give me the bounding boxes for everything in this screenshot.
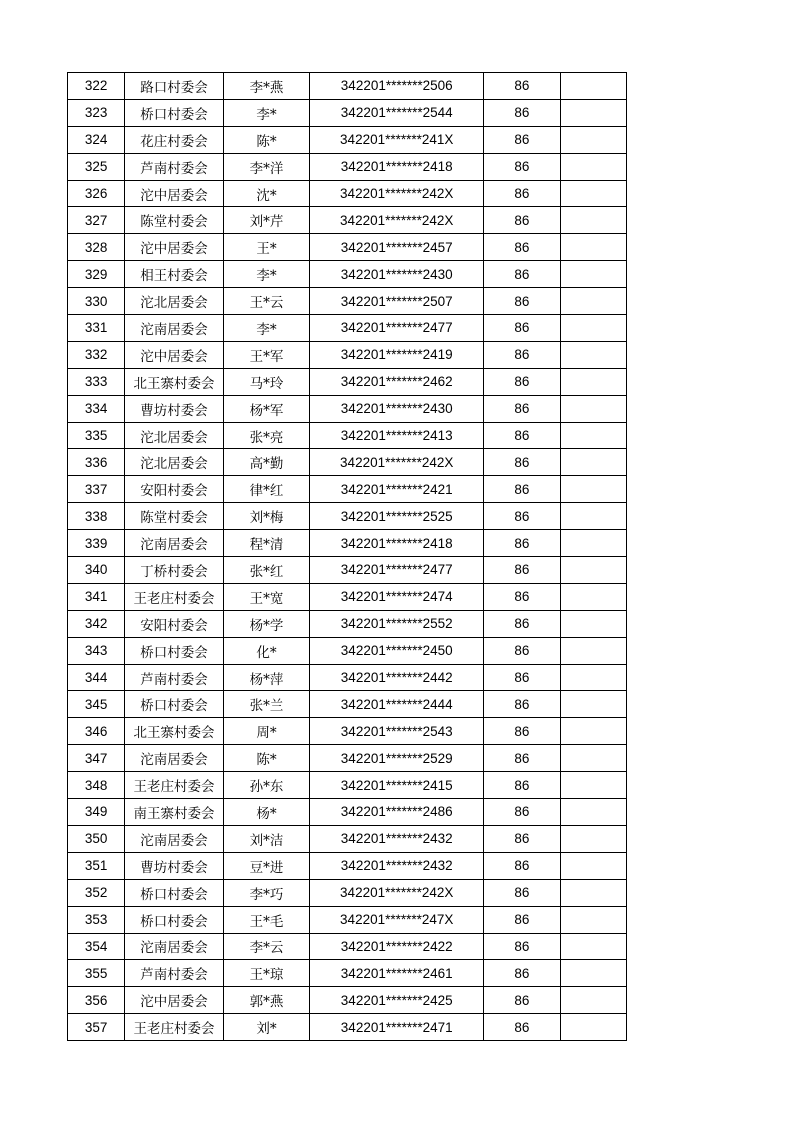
village-committee-cell: 桥口村委会 [125, 691, 224, 718]
id-number-cell: 342201*******2477 [310, 557, 484, 584]
roster-table-body [68, 73, 627, 1041]
score-cell: 86 [484, 799, 560, 826]
id-number-cell: 342201*******242X [310, 207, 484, 234]
village-committee-cell: 北王寨村委会 [125, 718, 224, 745]
remark-cell [560, 99, 626, 126]
id-number-cell: 342201*******2462 [310, 368, 484, 395]
id-number-cell: 342201*******242X [310, 180, 484, 207]
score-cell: 86 [484, 745, 560, 772]
village-committee-cell: 沱北居委会 [125, 422, 224, 449]
village-committee-cell: 相王村委会 [125, 261, 224, 288]
village-committee-cell: 沱北居委会 [125, 449, 224, 476]
row-number-cell: 336 [68, 449, 125, 476]
remark-cell [560, 718, 626, 745]
table-row [68, 906, 627, 933]
score-cell: 86 [484, 395, 560, 422]
village-committee-cell: 路口村委会 [125, 73, 224, 100]
remark-cell [560, 933, 626, 960]
remark-cell [560, 906, 626, 933]
village-committee-cell: 沱北居委会 [125, 288, 224, 315]
village-committee-cell: 陈堂村委会 [125, 207, 224, 234]
id-number-cell: 342201*******2430 [310, 395, 484, 422]
village-committee-cell: 沱南居委会 [125, 933, 224, 960]
village-committee-cell: 沱中居委会 [125, 234, 224, 261]
remark-cell [560, 126, 626, 153]
person-name-cell: 律*红 [223, 476, 309, 503]
remark-cell [560, 288, 626, 315]
roster-table [67, 72, 627, 1041]
id-number-cell: 342201*******2418 [310, 530, 484, 557]
score-cell: 86 [484, 288, 560, 315]
remark-cell [560, 557, 626, 584]
village-committee-cell: 王老庄村委会 [125, 772, 224, 799]
person-name-cell: 王*琼 [223, 960, 309, 987]
table-row [68, 772, 627, 799]
row-number-cell: 331 [68, 315, 125, 342]
table-row [68, 583, 627, 610]
person-name-cell: 刘* [223, 1014, 309, 1041]
person-name-cell: 刘*芹 [223, 207, 309, 234]
id-number-cell: 342201*******2444 [310, 691, 484, 718]
person-name-cell: 杨*军 [223, 395, 309, 422]
row-number-cell: 350 [68, 825, 125, 852]
row-number-cell: 324 [68, 126, 125, 153]
id-number-cell: 342201*******2425 [310, 987, 484, 1014]
score-cell: 86 [484, 772, 560, 799]
village-committee-cell: 北王寨村委会 [125, 368, 224, 395]
remark-cell [560, 476, 626, 503]
person-name-cell: 李* [223, 99, 309, 126]
row-number-cell: 322 [68, 73, 125, 100]
remark-cell [560, 395, 626, 422]
id-number-cell: 342201*******2543 [310, 718, 484, 745]
remark-cell [560, 315, 626, 342]
person-name-cell: 李*云 [223, 933, 309, 960]
table-row [68, 825, 627, 852]
id-number-cell: 342201*******2432 [310, 852, 484, 879]
row-number-cell: 357 [68, 1014, 125, 1041]
table-row [68, 664, 627, 691]
score-cell: 86 [484, 449, 560, 476]
id-number-cell: 342201*******2422 [310, 933, 484, 960]
row-number-cell: 337 [68, 476, 125, 503]
remark-cell [560, 153, 626, 180]
person-name-cell: 王* [223, 234, 309, 261]
person-name-cell: 刘*梅 [223, 503, 309, 530]
remark-cell [560, 745, 626, 772]
id-number-cell: 342201*******2474 [310, 583, 484, 610]
person-name-cell: 李*燕 [223, 73, 309, 100]
score-cell: 86 [484, 825, 560, 852]
row-number-cell: 325 [68, 153, 125, 180]
person-name-cell: 王*军 [223, 341, 309, 368]
village-committee-cell: 芦南村委会 [125, 153, 224, 180]
score-cell: 86 [484, 422, 560, 449]
score-cell: 86 [484, 906, 560, 933]
table-row [68, 1014, 627, 1041]
table-row [68, 987, 627, 1014]
village-committee-cell: 陈堂村委会 [125, 503, 224, 530]
remark-cell [560, 341, 626, 368]
table-row [68, 180, 627, 207]
village-committee-cell: 芦南村委会 [125, 960, 224, 987]
score-cell: 86 [484, 261, 560, 288]
score-cell: 86 [484, 852, 560, 879]
row-number-cell: 349 [68, 799, 125, 826]
score-cell: 86 [484, 637, 560, 664]
remark-cell [560, 368, 626, 395]
row-number-cell: 327 [68, 207, 125, 234]
village-committee-cell: 王老庄村委会 [125, 583, 224, 610]
table-row [68, 933, 627, 960]
person-name-cell: 马*玲 [223, 368, 309, 395]
score-cell: 86 [484, 583, 560, 610]
remark-cell [560, 691, 626, 718]
row-number-cell: 346 [68, 718, 125, 745]
person-name-cell: 周* [223, 718, 309, 745]
table-row [68, 530, 627, 557]
score-cell: 86 [484, 503, 560, 530]
person-name-cell: 杨*萍 [223, 664, 309, 691]
score-cell: 86 [484, 718, 560, 745]
score-cell: 86 [484, 879, 560, 906]
person-name-cell: 高*勤 [223, 449, 309, 476]
remark-cell [560, 772, 626, 799]
id-number-cell: 342201*******2430 [310, 261, 484, 288]
score-cell: 86 [484, 73, 560, 100]
id-number-cell: 342201*******2413 [310, 422, 484, 449]
row-number-cell: 354 [68, 933, 125, 960]
village-committee-cell: 桥口村委会 [125, 906, 224, 933]
id-number-cell: 342201*******241X [310, 126, 484, 153]
row-number-cell: 343 [68, 637, 125, 664]
score-cell: 86 [484, 610, 560, 637]
row-number-cell: 342 [68, 610, 125, 637]
table-row [68, 799, 627, 826]
id-number-cell: 342201*******2507 [310, 288, 484, 315]
id-number-cell: 342201*******2442 [310, 664, 484, 691]
table-row [68, 557, 627, 584]
table-row [68, 691, 627, 718]
person-name-cell: 豆*进 [223, 852, 309, 879]
village-committee-cell: 安阳村委会 [125, 610, 224, 637]
score-cell: 86 [484, 368, 560, 395]
remark-cell [560, 1014, 626, 1041]
score-cell: 86 [484, 341, 560, 368]
remark-cell [560, 449, 626, 476]
person-name-cell: 张*兰 [223, 691, 309, 718]
table-row [68, 234, 627, 261]
table-row [68, 637, 627, 664]
id-number-cell: 342201*******2471 [310, 1014, 484, 1041]
person-name-cell: 杨*学 [223, 610, 309, 637]
row-number-cell: 345 [68, 691, 125, 718]
village-committee-cell: 王老庄村委会 [125, 1014, 224, 1041]
row-number-cell: 347 [68, 745, 125, 772]
table-row [68, 315, 627, 342]
id-number-cell: 342201*******2418 [310, 153, 484, 180]
remark-cell [560, 530, 626, 557]
row-number-cell: 333 [68, 368, 125, 395]
id-number-cell: 342201*******247X [310, 906, 484, 933]
id-number-cell: 342201*******2506 [310, 73, 484, 100]
row-number-cell: 353 [68, 906, 125, 933]
village-committee-cell: 沱南居委会 [125, 825, 224, 852]
village-committee-cell: 安阳村委会 [125, 476, 224, 503]
row-number-cell: 338 [68, 503, 125, 530]
id-number-cell: 342201*******2415 [310, 772, 484, 799]
row-number-cell: 323 [68, 99, 125, 126]
remark-cell [560, 422, 626, 449]
person-name-cell: 化* [223, 637, 309, 664]
person-name-cell: 程*清 [223, 530, 309, 557]
remark-cell [560, 879, 626, 906]
remark-cell [560, 583, 626, 610]
score-cell: 86 [484, 126, 560, 153]
remark-cell [560, 207, 626, 234]
person-name-cell: 张*亮 [223, 422, 309, 449]
table-row [68, 879, 627, 906]
score-cell: 86 [484, 153, 560, 180]
person-name-cell: 孙*东 [223, 772, 309, 799]
table-row [68, 341, 627, 368]
table-row [68, 503, 627, 530]
score-cell: 86 [484, 530, 560, 557]
table-row [68, 73, 627, 100]
village-committee-cell: 沱南居委会 [125, 745, 224, 772]
table-row [68, 261, 627, 288]
remark-cell [560, 234, 626, 261]
table-row [68, 745, 627, 772]
remark-cell [560, 180, 626, 207]
person-name-cell: 陈* [223, 126, 309, 153]
person-name-cell: 李* [223, 261, 309, 288]
row-number-cell: 329 [68, 261, 125, 288]
person-name-cell: 李* [223, 315, 309, 342]
table-row [68, 449, 627, 476]
score-cell: 86 [484, 180, 560, 207]
row-number-cell: 328 [68, 234, 125, 261]
score-cell: 86 [484, 960, 560, 987]
remark-cell [560, 610, 626, 637]
person-name-cell: 王*云 [223, 288, 309, 315]
person-name-cell: 王*毛 [223, 906, 309, 933]
table-row [68, 422, 627, 449]
person-name-cell: 沈* [223, 180, 309, 207]
score-cell: 86 [484, 557, 560, 584]
table-row [68, 476, 627, 503]
row-number-cell: 339 [68, 530, 125, 557]
village-committee-cell: 桥口村委会 [125, 637, 224, 664]
remark-cell [560, 825, 626, 852]
village-committee-cell: 沱南居委会 [125, 530, 224, 557]
village-committee-cell: 桥口村委会 [125, 99, 224, 126]
remark-cell [560, 664, 626, 691]
id-number-cell: 342201*******2477 [310, 315, 484, 342]
table-row [68, 153, 627, 180]
id-number-cell: 342201*******2419 [310, 341, 484, 368]
row-number-cell: 340 [68, 557, 125, 584]
remark-cell [560, 960, 626, 987]
id-number-cell: 342201*******2421 [310, 476, 484, 503]
score-cell: 86 [484, 987, 560, 1014]
table-row [68, 718, 627, 745]
score-cell: 86 [484, 315, 560, 342]
row-number-cell: 348 [68, 772, 125, 799]
id-number-cell: 342201*******2457 [310, 234, 484, 261]
village-committee-cell: 芦南村委会 [125, 664, 224, 691]
score-cell: 86 [484, 234, 560, 261]
person-name-cell: 杨* [223, 799, 309, 826]
village-committee-cell: 丁桥村委会 [125, 557, 224, 584]
score-cell: 86 [484, 691, 560, 718]
table-row [68, 288, 627, 315]
score-cell: 86 [484, 99, 560, 126]
person-name-cell: 陈* [223, 745, 309, 772]
score-cell: 86 [484, 207, 560, 234]
row-number-cell: 356 [68, 987, 125, 1014]
remark-cell [560, 799, 626, 826]
row-number-cell: 330 [68, 288, 125, 315]
village-committee-cell: 曹坊村委会 [125, 852, 224, 879]
remark-cell [560, 637, 626, 664]
village-committee-cell: 曹坊村委会 [125, 395, 224, 422]
row-number-cell: 352 [68, 879, 125, 906]
person-name-cell: 刘*洁 [223, 825, 309, 852]
table-row [68, 126, 627, 153]
village-committee-cell: 沱中居委会 [125, 341, 224, 368]
remark-cell [560, 503, 626, 530]
person-name-cell: 郭*燕 [223, 987, 309, 1014]
village-committee-cell: 沱中居委会 [125, 987, 224, 1014]
table-row [68, 207, 627, 234]
person-name-cell: 李*洋 [223, 153, 309, 180]
id-number-cell: 342201*******2525 [310, 503, 484, 530]
row-number-cell: 355 [68, 960, 125, 987]
score-cell: 86 [484, 933, 560, 960]
table-row [68, 99, 627, 126]
village-committee-cell: 花庄村委会 [125, 126, 224, 153]
id-number-cell: 342201*******2552 [310, 610, 484, 637]
table-row [68, 368, 627, 395]
table-row [68, 852, 627, 879]
table-row [68, 610, 627, 637]
score-cell: 86 [484, 476, 560, 503]
id-number-cell: 342201*******2461 [310, 960, 484, 987]
score-cell: 86 [484, 664, 560, 691]
table-row [68, 395, 627, 422]
row-number-cell: 326 [68, 180, 125, 207]
remark-cell [560, 987, 626, 1014]
village-committee-cell: 南王寨村委会 [125, 799, 224, 826]
remark-cell [560, 852, 626, 879]
person-name-cell: 王*宽 [223, 583, 309, 610]
id-number-cell: 342201*******2529 [310, 745, 484, 772]
row-number-cell: 351 [68, 852, 125, 879]
id-number-cell: 342201*******2450 [310, 637, 484, 664]
id-number-cell: 342201*******242X [310, 879, 484, 906]
village-committee-cell: 沱中居委会 [125, 180, 224, 207]
row-number-cell: 341 [68, 583, 125, 610]
village-committee-cell: 桥口村委会 [125, 879, 224, 906]
row-number-cell: 334 [68, 395, 125, 422]
person-name-cell: 张*红 [223, 557, 309, 584]
row-number-cell: 335 [68, 422, 125, 449]
id-number-cell: 342201*******242X [310, 449, 484, 476]
remark-cell [560, 73, 626, 100]
id-number-cell: 342201*******2544 [310, 99, 484, 126]
score-cell: 86 [484, 1014, 560, 1041]
table-row [68, 960, 627, 987]
village-committee-cell: 沱南居委会 [125, 315, 224, 342]
row-number-cell: 332 [68, 341, 125, 368]
id-number-cell: 342201*******2432 [310, 825, 484, 852]
id-number-cell: 342201*******2486 [310, 799, 484, 826]
person-name-cell: 李*巧 [223, 879, 309, 906]
remark-cell [560, 261, 626, 288]
row-number-cell: 344 [68, 664, 125, 691]
